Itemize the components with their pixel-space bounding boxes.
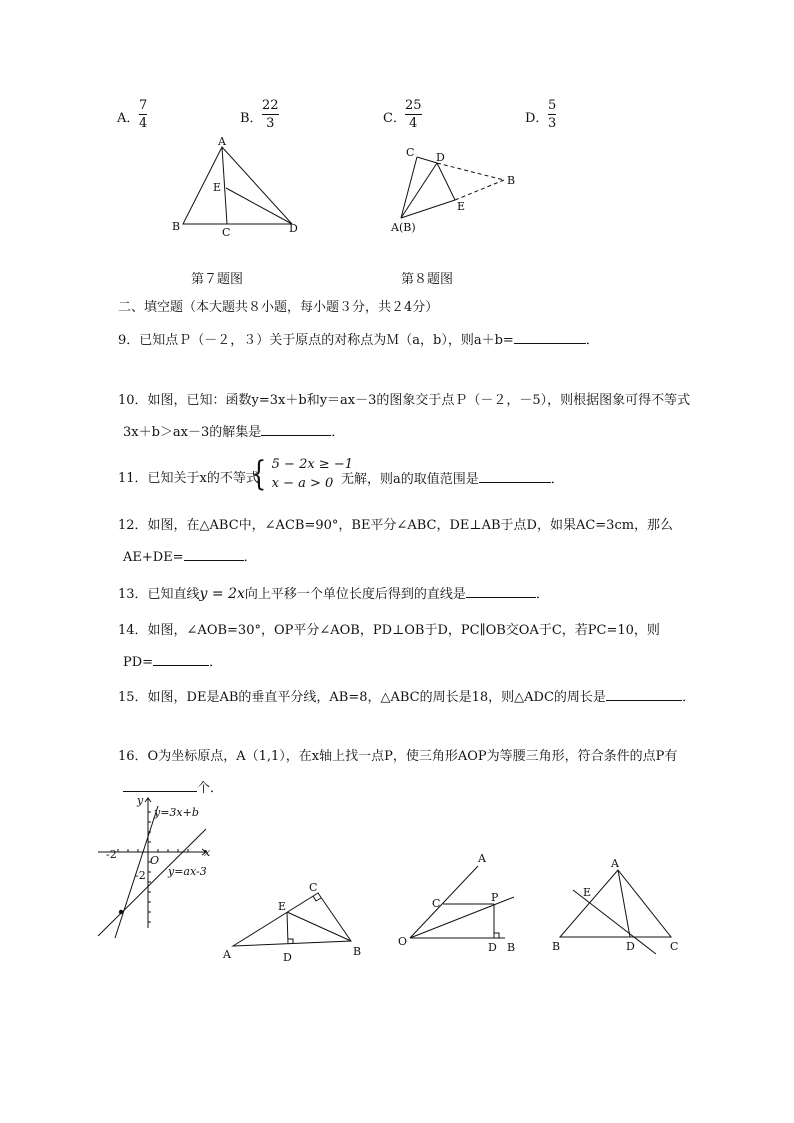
figure-q15-label-a: A [611,857,619,870]
figure-8-label-e: E [457,200,466,213]
figure-8-label-b: B [507,174,516,187]
option-c-denominator: 4 [409,116,418,131]
option-d-numerator: 5 [548,98,557,113]
question-15-end: ． [681,690,695,705]
question-11-text: 无解，则a的取值范围是 [341,472,479,487]
figure-q14-label-b: B [507,941,516,954]
question-14-line-1: 14．如图，∠AOB=30°，OP平分∠AOB，PD⊥OB于D，PC∥OB交OA于C，若PC=10，则 [118,623,660,638]
figure-q15-segment-ad [618,870,630,937]
figure-8-label-d: D [436,151,445,164]
question-11-prefix: 11．已知关于x的不等式 [118,471,259,486]
graph-origin-label: O [150,854,160,867]
figure-q14-label-p: P [491,891,499,904]
question-10-line-1: 10．如图，已知：函数y=3x＋b和y＝ax－3的图象交于点Ｐ（－２，－5），则根据图象可得不等式 [118,393,691,408]
question-16-line-1: 16．O为坐标原点，A（1,1），在x轴上找一点P，使三角形AOP为等腰三角形，符合条件的点P有 [118,749,678,764]
figure-7-label-d: D [289,222,298,235]
figure-q15-label-d: D [626,940,635,953]
figure-q14-label-d: D [488,941,497,954]
question-10-text-2: 3x＋b＞ax－3的解集是 [123,425,262,440]
graph-line2-label: y=ax-3 [168,865,207,878]
option-c-label: C． [383,111,406,126]
figure-q12-label-c: C [309,881,318,894]
graph-x-label: x [204,846,211,859]
figure-8-caption: 第８题图 [401,272,454,287]
figure-q12-label-e: E [278,900,287,913]
option-a-label: A． [117,111,140,126]
question-13-suffix: 向上平移一个单位长度后得到的直线是 [244,587,466,602]
figure-7-label-e: E [213,181,222,194]
figure-q15-label-c: C [670,940,679,953]
question-11-end: ． [550,472,564,487]
figure-q15-label-e: E [583,886,592,899]
figure-7-label-c: C [222,226,231,239]
figure-7-label-a: A [218,135,226,148]
figure-7-caption: 第７题图 [191,272,244,287]
question-13-prefix: 13．已知直线 [118,587,200,602]
question-14-end: ． [209,655,223,670]
figure-q14-label-o: O [398,935,408,948]
question-15-text: 15．如图，DE是AB的垂直平分线，AB=8，△ABC的周长是18，则△ADC的周长是 [118,690,606,705]
option-b-denominator: 3 [266,116,275,131]
figure-q14-label-c: C [432,897,441,910]
question-14-text-2: PD= [123,655,154,670]
section-2-title: 二、填空题（本大题共８小题，每小题３分，共２4分） [118,300,439,315]
option-d-label: D． [525,111,549,126]
figure-7-label-b: B [172,220,181,233]
option-d-denominator: 3 [548,116,557,131]
option-c-numerator: 25 [405,98,422,113]
question-11-row-2: x − a > 0 [271,476,334,491]
graph-line1-label: y=3x+b [154,806,199,819]
graph-y-label: y [137,794,144,807]
question-9-text: 9．已知点Ｐ（－２，３）关于原点的对称点为Ｍ（a，b），则a＋b= [118,333,514,348]
brace-symbol: { [251,454,267,494]
graph-tick-x-neg2: -2 [106,848,117,861]
question-11-row-1: 5 − 2x ≥ −1 [271,457,353,472]
figure-q15-bisector-de [573,890,656,954]
option-b-label: B． [240,111,263,126]
question-12-end: ． [243,550,257,565]
option-a-numerator: 7 [139,98,148,113]
figure-q12-label-b: B [353,945,362,958]
option-b-numerator: 22 [262,98,279,113]
question-13-end: ． [535,587,549,602]
question-12-text-2: AE+DE= [123,550,184,565]
question-10-end: ． [331,425,345,440]
figure-q12-label-a: A [223,948,231,961]
figure-8-label-ab: A(B) [391,221,416,234]
question-9-end: ． [585,333,599,348]
question-12-line-1: 12．如图，在△ABC中，∠ACB=90°，BE平分∠ABC，DE⊥AB于点D，如果AC=3cm，那么 [118,518,674,533]
figure-q14-label-a: A [478,852,486,865]
question-13-expression: y = 2x [199,586,245,602]
figure-q12-label-d: D [283,951,292,964]
question-16-end: 个． [197,781,224,796]
figure-q15-triangle-abc [560,870,671,937]
figure-8-label-c: C [406,146,415,159]
graph-tick-y-neg2: -2 [135,869,146,882]
option-a-denominator: 4 [139,116,148,131]
figure-q15-label-b: B [552,940,561,953]
